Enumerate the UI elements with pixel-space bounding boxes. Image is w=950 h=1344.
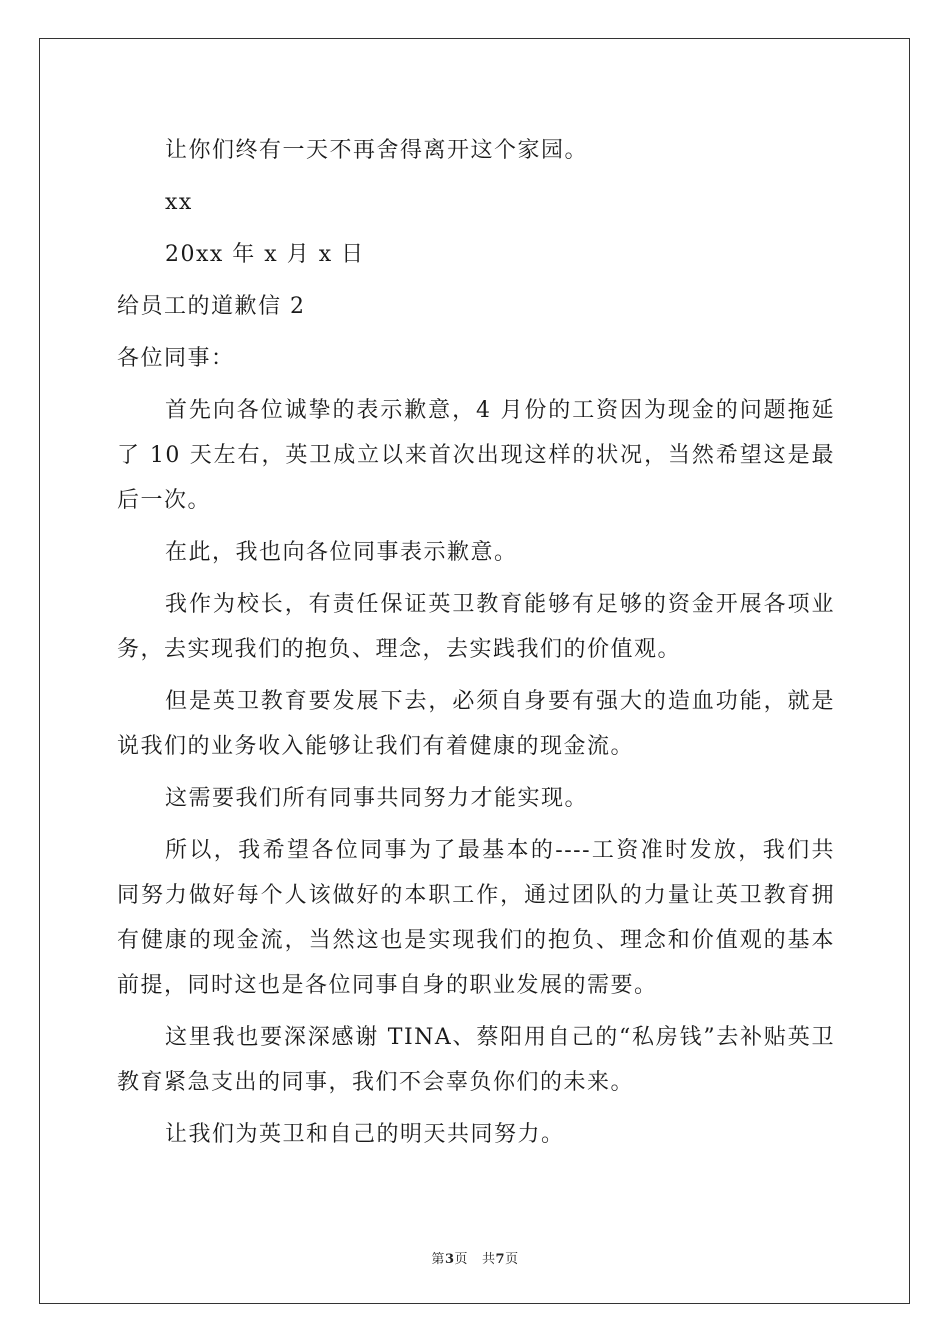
closing-line: 让你们终有一天不再舍得离开这个家园。 <box>165 138 589 163</box>
paragraph: 这里我也要深深感谢 TINA、蔡阳用自己的“私房钱”去补贴英卫教育紧急支出的同事，我们不会辜负你们的未来。 <box>117 1025 835 1095</box>
total-prefix: 共 <box>482 1252 496 1267</box>
current-page-number: 3 <box>444 1252 455 1267</box>
paragraph: 我作为校长，有责任保证英卫教育能够有足够的资金开展各项业务，去实现我们的抱负、理念，去实践我们的价值观。 <box>117 592 835 662</box>
paragraph: 在此，我也向各位同事表示歉意。 <box>165 540 518 565</box>
page-prefix: 第 <box>431 1252 445 1267</box>
paragraph: 这需要我们所有同事共同努力才能实现。 <box>165 786 589 811</box>
total-page-number: 7 <box>495 1252 506 1267</box>
page-footer <box>0 1248 950 1267</box>
paragraph: 所以，我希望各位同事为了最基本的----工资准时发放，我们共同努力做好每个人该做好的本职工作，通过团队的力量让英卫教育拥有健康的现金流，当然这也是实现我们的抱负、理念和价值观的基本前提，同时这也是各位同事自身的职业发展的需要。 <box>117 838 835 998</box>
paragraph: 让我们为英卫和自己的明天共同努力。 <box>165 1122 565 1147</box>
paragraph: 但是英卫教育要发展下去，必须自身要有强大的造血功能，就是说我们的业务收入能够让我们有着健康的现金流。 <box>117 689 835 759</box>
signature-date: 20xx 年 x 月 x 日 <box>165 242 365 267</box>
signature-name: xx <box>165 190 193 215</box>
total-suffix: 页 <box>505 1252 519 1267</box>
letter-title: 给员工的道歉信 2 <box>117 294 306 319</box>
salutation: 各位同事： <box>117 346 235 371</box>
page-suffix: 页 <box>454 1252 468 1267</box>
paragraph: 首先向各位诚挚的表示歉意，4 月份的工资因为现金的问题拖延了 10 天左右，英卫成立以来首次出现这样的状况，当然希望这是最后一次。 <box>117 398 835 513</box>
document-body <box>117 128 835 1157</box>
